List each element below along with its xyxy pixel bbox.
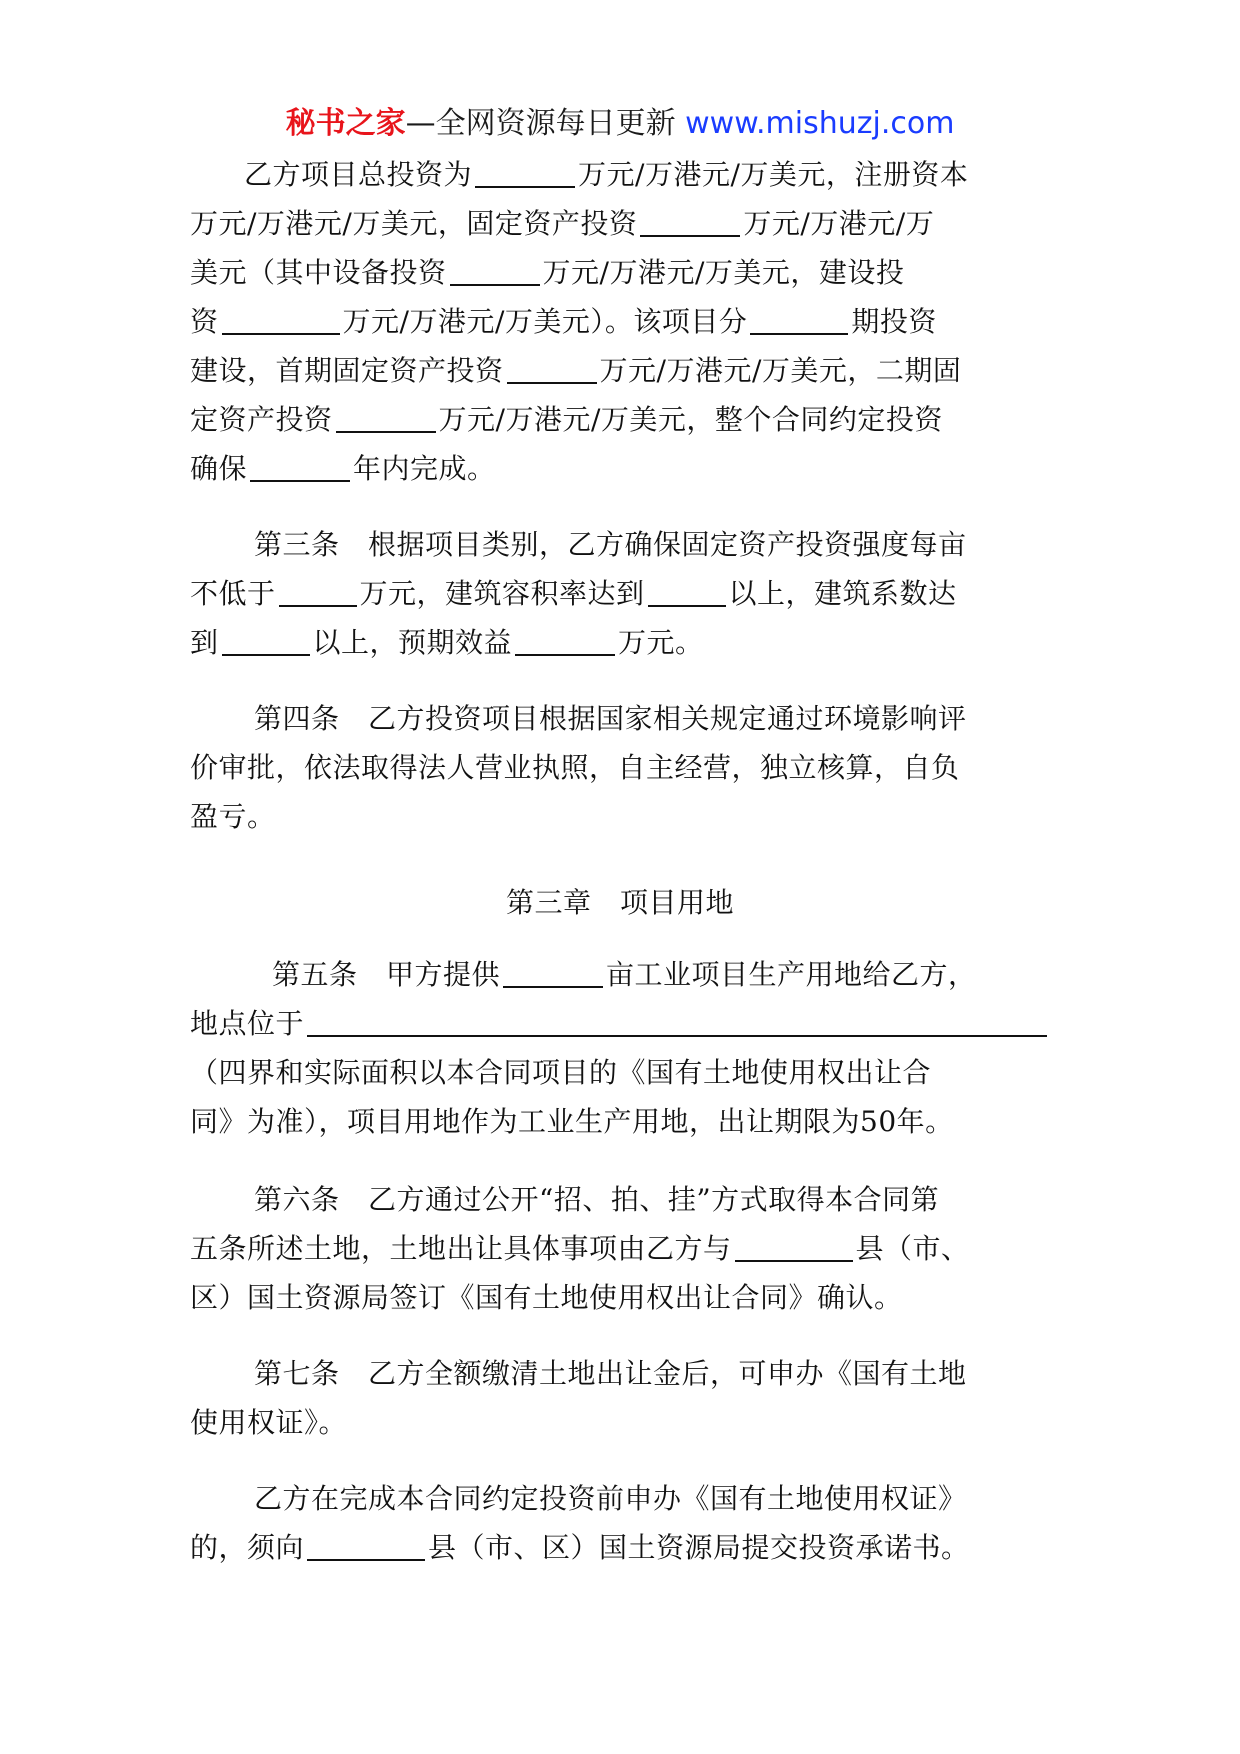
text-line (190, 950, 1050, 999)
text-line: 区）国土资源局签订《国有土地使用权出让合同》确认。 (190, 1281, 903, 1314)
text-line: 乙方在完成本合同约定投资前申办《国有土地使用权证》 (254, 1482, 967, 1515)
fill-blank[interactable] (279, 575, 357, 607)
text-segment: 万元/万港元/万美元，整个合同约定投资 (438, 403, 943, 436)
text-segment: 县（市、区）国土资源局提交投资承诺书。 (428, 1531, 970, 1564)
text-segment: 不低于 (190, 577, 276, 610)
text-segment: 万元。 (618, 626, 704, 659)
fill-blank[interactable] (307, 1005, 1047, 1037)
fill-blank[interactable] (648, 575, 726, 607)
text-segment: 建设，首期固定资产投资 (190, 354, 504, 387)
text-segment: 期投资 (851, 305, 937, 338)
text-segment: 的，须向 (190, 1531, 305, 1564)
fill-blank[interactable] (222, 624, 310, 656)
article-3 (190, 520, 1050, 667)
text-line (190, 297, 1050, 346)
text-segment: 乙方项目总投资为 (244, 158, 473, 191)
text-segment: 以上，预期效益 (312, 626, 513, 659)
text-segment: 万元/万港元/万美元，固定资产投资 (190, 207, 638, 240)
text-line: 第三条 根据项目类别，乙方确保固定资产投资强度每亩 (254, 528, 967, 561)
text-line: 第四条 乙方投资项目根据国家相关规定通过环境影响评 (254, 702, 967, 735)
text-segment: 第五条 甲方提供 (272, 958, 501, 991)
text-segment: 年内完成。 (353, 452, 496, 485)
text-segment: 亩工业项目生产用地给乙方， (606, 958, 977, 991)
article-7 (190, 1349, 1050, 1447)
text-line: 同》为准），项目用地作为工业生产用地，出让期限为50年。 (190, 1105, 954, 1138)
article-5 (190, 950, 1050, 1146)
text-line (190, 618, 1050, 667)
text-line: 盈亏。 (190, 800, 276, 833)
header-tagline: —全网资源每日更新 (405, 106, 676, 141)
text-line (190, 1523, 1050, 1572)
fill-blank[interactable] (222, 303, 340, 335)
article-4 (190, 694, 1050, 841)
fill-blank[interactable] (507, 352, 597, 384)
text-segment: 万元/万港元/万美元，二期固 (599, 354, 962, 387)
fill-blank[interactable] (475, 156, 575, 188)
text-line: 第六条 乙方通过公开“招、拍、挂”方式取得本合同第 (254, 1183, 940, 1216)
text-line: （四界和实际面积以本合同项目的《国有土地使用权出让合 (190, 1056, 932, 1089)
fill-blank[interactable] (503, 956, 603, 988)
fill-blank[interactable] (640, 205, 740, 237)
text-segment: 县（市、 (855, 1232, 970, 1265)
text-line (190, 199, 1050, 248)
investment-paragraph (190, 150, 1050, 493)
site-header (0, 102, 1240, 146)
text-segment: 资 (190, 305, 219, 338)
brand-name: 秘书之家 (285, 106, 406, 141)
fill-blank[interactable] (250, 450, 350, 482)
text-line (190, 999, 1050, 1048)
article-7-continuation (190, 1474, 1050, 1572)
text-line (190, 346, 1050, 395)
fill-blank[interactable] (336, 401, 436, 433)
fill-blank[interactable] (450, 254, 540, 286)
text-line (190, 569, 1050, 618)
text-segment: 万元，建筑容积率达到 (359, 577, 645, 610)
text-line: 使用权证》。 (190, 1406, 348, 1439)
text-segment: 地点位于 (190, 1007, 305, 1040)
text-line (190, 444, 1050, 493)
text-segment: 万元/万港元/万美元，注册资本 (578, 158, 969, 191)
text-segment: 万元/万港元/万美元，建设投 (542, 256, 905, 289)
text-line (190, 395, 1050, 444)
text-segment: 定资产投资 (190, 403, 333, 436)
text-line: 第七条 乙方全额缴清土地出让金后，可申办《国有土地 (254, 1357, 967, 1390)
text-segment: 美元（其中设备投资 (190, 256, 447, 289)
fill-blank[interactable] (735, 1230, 853, 1262)
fill-blank[interactable] (515, 624, 615, 656)
header-url-link[interactable]: www.mishuzj.com (685, 106, 955, 141)
text-segment: 确保 (190, 452, 248, 485)
text-line: 价审批，依法取得法人营业执照，自主经营，独立核算，自负 (190, 751, 960, 784)
text-line (190, 1224, 1050, 1273)
text-segment: 以上，建筑系数达 (728, 577, 957, 610)
fill-blank[interactable] (307, 1529, 425, 1561)
text-line (190, 248, 1050, 297)
text-segment: 万元/万港元/万美元）。该项目分 (342, 305, 748, 338)
text-segment: 五条所述土地，土地出让具体事项由乙方与 (190, 1232, 732, 1265)
article-6 (190, 1175, 1050, 1322)
text-segment: 万元/万港元/万 (743, 207, 935, 240)
fill-blank[interactable] (750, 303, 848, 335)
text-line (190, 150, 1050, 199)
text-segment: 到 (190, 626, 219, 659)
chapter-heading: 第三章 项目用地 (505, 886, 734, 919)
